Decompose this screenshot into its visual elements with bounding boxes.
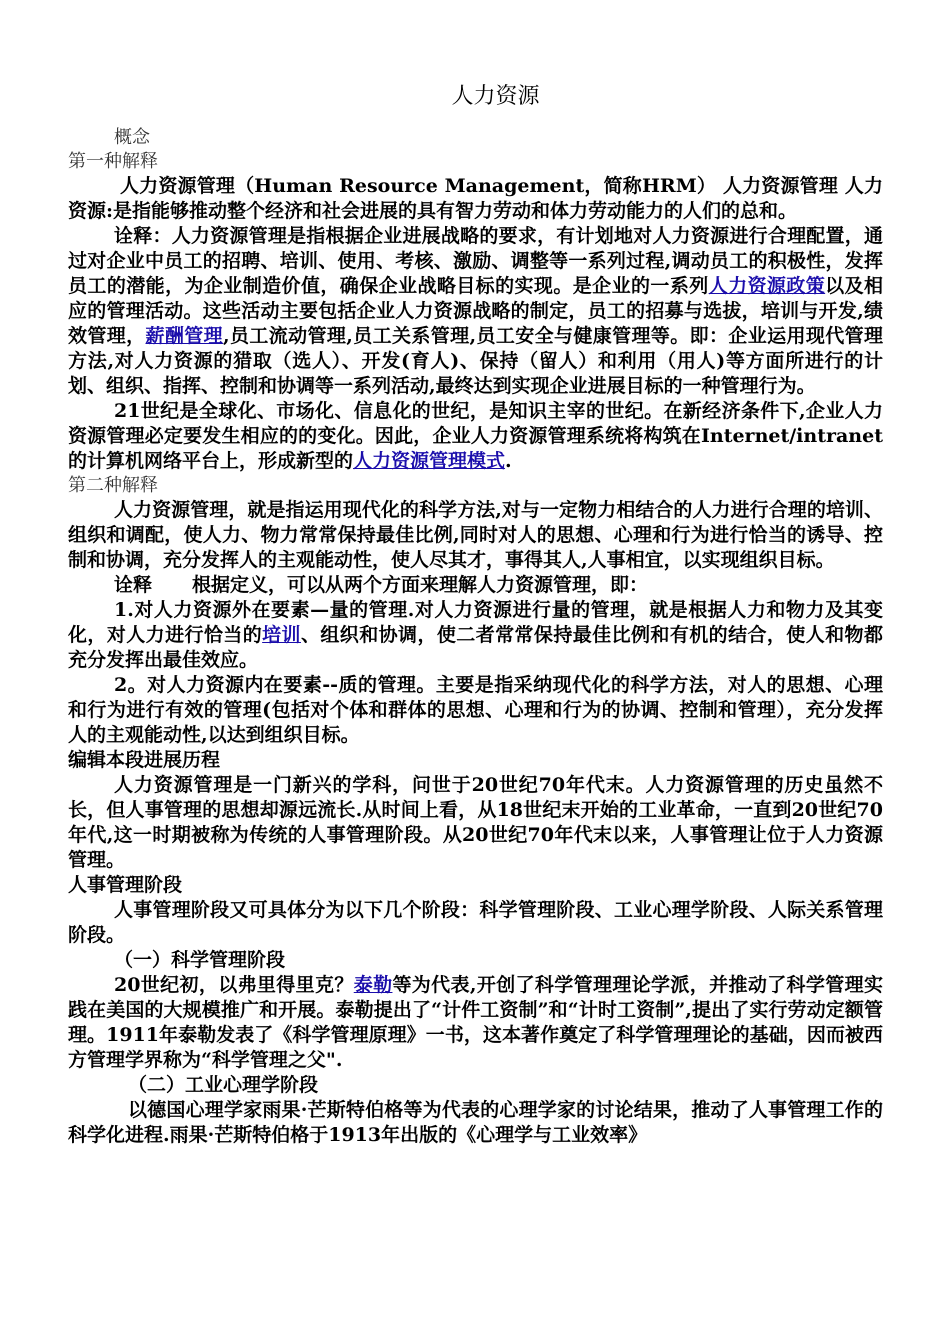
paragraph-interpretation bbox=[68, 224, 883, 399]
link-hrm-model[interactable]: 人力资源管理模式 bbox=[353, 450, 506, 472]
paragraph-history: 人力资源管理是一门新兴的学科，问世于20世纪70年代末。人力资源管理的历史虽然不长，但人事管理的思想却源远流长.从时间上看，从18世纪末开始的工业革命，一直到20世纪70年代,这一时期被称为传统的人事管理阶段。从20世纪70年代末以来，人事管理让位于人力资源管理。 bbox=[68, 774, 883, 871]
paragraph-personnel-stages: 人事管理阶段又可具体分为以下几个阶段：科学管理阶段、工业心理学阶段、人际关系管理阶段。 bbox=[68, 899, 883, 946]
first-explanation-heading: 第一种解释 bbox=[68, 151, 158, 172]
history-heading: 编辑本段进展历程 bbox=[68, 749, 221, 771]
paragraph-hrm-definition: 人力资源管理（Human Resource Management，简称HRM） 人力资源管理 人力资源:是指能够推动整个经济和社会进展的具有智力劳动和体力劳动能力的人们的总和。 bbox=[68, 175, 883, 222]
paragraph-hrm-modern-method: 人力资源管理，就是指运用现代化的科学方法,对与一定物力相结合的人力进行合理的培训、组织和调配，使人力、物力常常保持最佳比例,同时对人的思想、心理和行为进行恰当的诱导、控制和协调，充分发挥人的主观能动性，使人尽其才，事得其人,人事相宜，以实现组织目标。 bbox=[68, 499, 883, 571]
document-page bbox=[68, 82, 883, 1148]
document-title: 人力资源 bbox=[451, 84, 540, 109]
text: 1.对人力资源外在要素—量的管理.对人力资源进行量的管理，就是根据人力和物力及其变化，对人力进行恰当的 bbox=[68, 599, 883, 646]
text: 根据定义，可以从两个方面来理解人力资源管理，即： bbox=[192, 574, 649, 596]
paragraph-quality-management: 2。对人力资源内在要素--质的管理。主要是指采纳现代化的科学方法，对人的思想、心理和行为进行有效的管理(包括对个体和群体的思想、心理和行为的协调、控制和管理），充分发挥人的主观能动性,以达到组织目标。 bbox=[68, 674, 883, 746]
concept-heading: 概念 bbox=[114, 127, 150, 148]
text: 等为代表,开创了科学管理理论学派，并推动了科学管理实践在美国的大规模推广和开展。泰勒提出了“计件工资制”和“计时工资制”,提出了实行劳动定额管理。1911年泰勒发表了《科学管理原理》一书，这本著作奠定了科学管理理论的基础，因而被西方管理学界称为“科学管理之父". bbox=[68, 974, 883, 1071]
scientific-management-heading: （一）科学管理阶段 bbox=[114, 949, 286, 971]
text: 诠释：人力资源管理是指根据企业进展战略的要求，有计划地对人力资源进行合理配置，通过对企业中员工的招聘、培训、使用、考核、激励、调整等一系列过程,调动员工的积极性，发挥员工的潜能，为企业制造价值，确保企业战略目标的实现。是企业的一系列 bbox=[68, 225, 883, 297]
personnel-stage-heading: 人事管理阶段 bbox=[68, 874, 183, 896]
link-taylor[interactable]: 泰勒 bbox=[353, 974, 393, 996]
text: ,员工流动管理,员工关系管理,员工安全与健康管理等。即：企业运用现代管理方法,对人力资源的猎取（选人）、开发(育人)、保持（留人）和利用（用人)等方面所进行的计划、组织、指挥、控制和协调等一系列活动,最终达到实现企业进展目标的一种管理行为。 bbox=[68, 325, 883, 397]
text: 21世纪是全球化、市场化、信息化的世纪，是知识主宰的世纪。在新经济条件下,企业人力资源管理必定要发生相应的的变化。因此，企业人力资源管理系统将构筑在Internet/intranet的计算机网络平台上，形成新型的 bbox=[68, 400, 883, 472]
second-explanation-heading: 第二种解释 bbox=[68, 475, 158, 496]
paragraph-21st-century bbox=[68, 399, 883, 474]
text: . bbox=[505, 450, 512, 472]
text: 、组织和协调，使二者常常保持最佳比例和有机的结合，使人和物都充分发挥出最佳效应。 bbox=[68, 624, 883, 671]
industrial-psychology-heading: （二）工业心理学阶段 bbox=[128, 1074, 319, 1096]
paragraph-quantity-management bbox=[68, 598, 883, 673]
paragraph-interpretation-2 bbox=[68, 573, 883, 598]
link-training[interactable]: 培训 bbox=[262, 624, 301, 646]
link-compensation-management[interactable]: 薪酬管理 bbox=[145, 325, 223, 347]
text: 20世纪初，以弗里得里克？ bbox=[114, 974, 354, 996]
text: 诠释 bbox=[114, 574, 153, 596]
paragraph-taylor bbox=[68, 973, 883, 1073]
text: 以及相应的管理活动。这些活动主要包括企业人力资源战略的制定，员工的招募与选拔，培训与开发,绩效管理， bbox=[68, 275, 883, 347]
link-hr-policy[interactable]: 人力资源政策 bbox=[708, 275, 826, 297]
paragraph-munsterberg: 以德国心理学家雨果·芒斯特伯格等为代表的心理学家的讨论结果，推动了人事管理工作的科学化进程.雨果·芒斯特伯格于1913年出版的《心理学与工业效率》 bbox=[68, 1099, 883, 1146]
